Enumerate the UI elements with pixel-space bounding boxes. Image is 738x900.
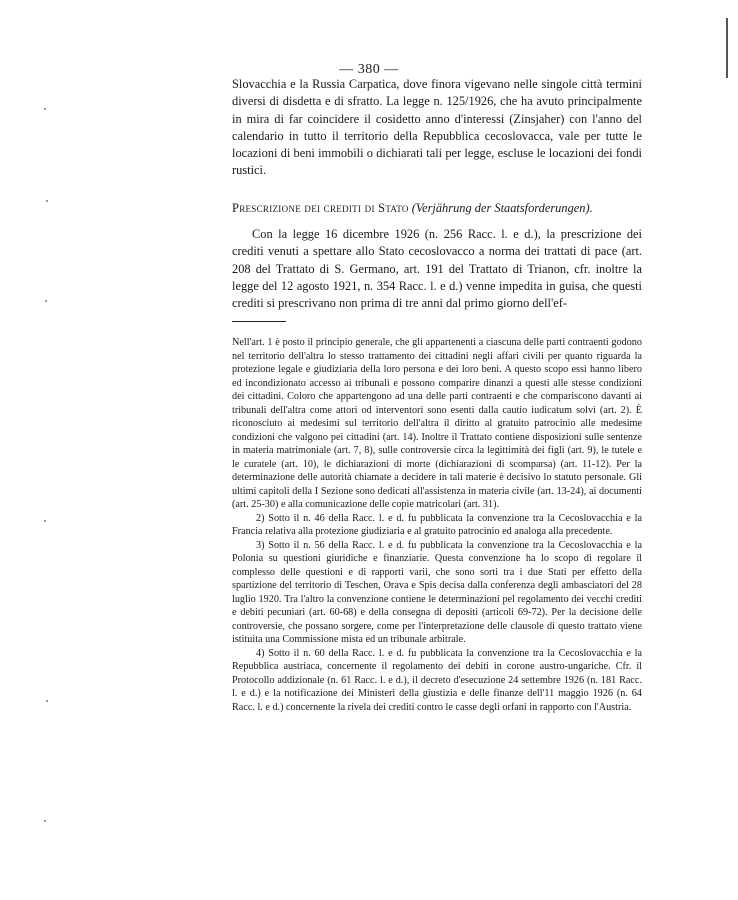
scan-speck <box>44 520 46 522</box>
intro-paragraph <box>232 76 642 180</box>
footnote-2: 2) Sotto il n. 46 della Racc. l. e d. fu pubblicata la convenzione tra la Cecoslovacchia e la Francia relativa alla protezione giudiziaria e al gratuito patrocinio ed analoga alla precedente. <box>232 512 642 537</box>
intro-paragraph-text: Slovacchia e la Russia Carpatica, dove finora vigevano nelle singole città termini diversi di disdetta e di sfratto. La legge n. 125/1926, che ha avuto principalmente in mira di far coincidere il cosidetto anno d'interessi (Zinsjaher) con l'anno del calendario in tutto il territorio della Repubblica cecoslovacca, vale per tutte le locazioni di beni immobili o dichiarati tali per legge, escluse le locazioni dei fondi rustici. <box>232 77 642 178</box>
scan-speck <box>44 820 46 822</box>
footnote-3: 3) Sotto il n. 56 della Racc. l. e d. fu pubblicata la convenzione tra la Cecoslovacchia e la Polonia su questioni giuridiche e finanziarie. Questa convenzione ha lo scopo di regolare il complesso delle questioni e di rapporti varii, che sono sorti tra i due Stati per effetto della spartizione del territorio di Teschen, Orava e Spis decisa dalla conferenza degli ambasciatori del 28 luglio 1920. Tra l'altro la convenzione contiene le determinazioni pel regolamento dei vecchi crediti e debiti pecuniari (art. 60-68) e della consegna di depositi (articoli 69-72). Per la decisione delle controversie, che possano sorgere, come per l'interpretazione delle clausole di questo trattato viene istituita una Commissione mista ed un tribunale arbitrale. <box>232 539 642 645</box>
section-title: Prescrizione dei crediti di Stato <box>232 201 409 215</box>
scan-speck <box>46 200 48 202</box>
footnotes <box>232 336 642 714</box>
footnote-4: 4) Sotto il n. 60 della Racc. l. e d. fu pubblicata la convenzione tra la Cecoslovacchia e la Repubblica austriaca, concernente il regolamento dei debiti in corone austro-ungariche. Cfr. il Protocollo addizionale (n. 61 Racc. l. e d.), il decreto d'esecuzione 24 settembre 1926 (n. 181 Racc. l. e d.) e la notificazione dei Ministeri della giustizia e delle finanze dell'11 maggio 1926 (n. 64 Racc. l. e d.) concernente la rivela dei crediti contro le casse degli orfani in rapporto con l'Austria. <box>232 647 642 713</box>
footnote-1: Nell'art. 1 è posto il principio generale, che gli appartenenti a ciascuna delle parti contraenti godono nel territorio dell'altra lo stesso trattamento dei cittadini negli affari civili per quanto riguarda la protezione legale e giudiziaria della loro persona e dei loro beni. A questo scopo essi hanno libero ed incondizionato accesso ai tribunali e possono comparire dinanzi a questi alle stesse condizioni dei cittadini. Coloro che appartengono ad una delle parti contraenti e che compariscono davanti ai tribunali dell'altra come attori od interventori sono esenti dalla cautio iudicatum solvi (art. 2). È riconosciuto ai medesimi sul territorio dell'altra il diritto al gratuito patrocinio alle medesime condizioni che valgono pei cittadini (art. 14). Inoltre il Trattato contiene disposizioni sulle sentenze in materia matrimoniale (art. 7, 8), sulle controversie circa la legittimità dei figli (art. 9), le tutele e le curatele (art. 10), le dichiarazioni di morte (dichiarazioni di scomparsa) (art. 11-12). Per la determinazione delle autorità chiamate a decidere in tali materie è decisivo lo statuto personale. Gli ultimi capitoli della I Sezione sono dedicati all'assistenza in materia civile (art. 13-24), ai documenti (art. 25-30) e alla comunicazione delle copie matricolari (art. 31). <box>232 337 642 510</box>
scan-speck <box>46 700 48 702</box>
section-german-title: (Verjährung der Staatsforderungen). <box>411 201 593 215</box>
section-paragraph-text: Con la legge 16 dicembre 1926 (n. 256 Racc. l. e d.), la prescrizione dei crediti venuti a spettare allo Stato cecoslovacco a norma dei trattati di pace (art. 208 del Trattato di S. Germano, art. 191 del Trattato di Trianon, cfr. inoltre la legge del 12 agosto 1921, n. 354 Racc. l. e d.) venne impedita in guisa, che questi crediti si prescrivano non prima di tre anni dal primo giorno dell'ef- <box>232 227 642 311</box>
scan-speck <box>44 108 46 110</box>
scan-speck <box>45 300 47 302</box>
footnote-divider <box>232 321 286 322</box>
section-paragraph <box>232 226 642 312</box>
section-heading <box>232 200 652 217</box>
page-number: — 380 — <box>339 62 399 77</box>
